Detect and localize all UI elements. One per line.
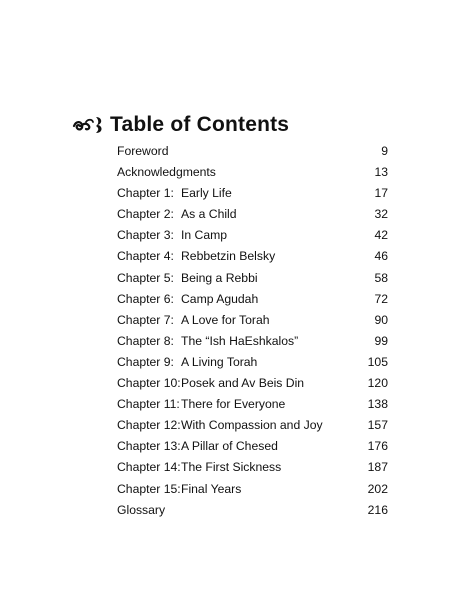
toc-entry xyxy=(117,352,388,373)
chapter-number: Chapter 2: xyxy=(117,207,174,222)
chapter-title: There for Everyone xyxy=(181,397,286,412)
page-number: 17 xyxy=(374,186,388,201)
page-number: 202 xyxy=(367,481,388,496)
toc-entry xyxy=(117,141,388,162)
page-number: 9 xyxy=(381,144,388,158)
chapter-title: A Love for Torah xyxy=(181,312,270,327)
page-number: 58 xyxy=(374,270,388,285)
toc-entry xyxy=(117,457,388,478)
toc-entry xyxy=(117,373,388,394)
toc-entry xyxy=(117,500,388,521)
chapter-title: With Compassion and Joy xyxy=(181,418,323,433)
chapter-title: Rebbetzin Belsky xyxy=(181,249,276,264)
chapter-number: Chapter 7: xyxy=(117,312,174,327)
toc-entry xyxy=(117,436,388,457)
page-number: 46 xyxy=(374,249,388,264)
chapter-title: As a Child xyxy=(181,207,237,222)
page-number: 138 xyxy=(367,397,388,412)
chapter-title: The “Ish HaEshkalos” xyxy=(181,333,299,348)
toc-entry xyxy=(117,225,388,246)
toc-entry xyxy=(117,331,388,352)
page-number: 13 xyxy=(374,165,388,180)
page-number: 157 xyxy=(367,418,388,433)
toc-entry xyxy=(117,415,388,436)
chapter-number: Chapter 8: xyxy=(117,333,174,348)
chapter-number: Chapter 6: xyxy=(117,291,174,306)
chapter-number: Chapter 10: xyxy=(117,376,181,391)
toc-entry xyxy=(117,204,388,225)
chapter-number: Chapter 3: xyxy=(117,228,174,243)
page-number: 105 xyxy=(367,354,388,369)
chapter-title: Foreword xyxy=(117,144,169,158)
page-number: 72 xyxy=(374,291,388,306)
chapter-title: A Pillar of Chesed xyxy=(181,439,278,454)
page-number: 32 xyxy=(374,207,388,222)
chapter-title: Posek and Av Beis Din xyxy=(181,376,305,391)
toc-entry xyxy=(117,289,388,310)
page-number: 187 xyxy=(367,460,388,475)
chapter-number: Chapter 15: xyxy=(117,481,181,496)
chapter-number: Chapter 4: xyxy=(117,249,174,264)
toc-entry xyxy=(117,268,388,289)
chapter-number: Chapter 12: xyxy=(117,418,181,433)
chapter-title: A Living Torah xyxy=(181,354,258,369)
page-number: 216 xyxy=(367,502,388,517)
chapter-title: Acknowledgments xyxy=(117,165,216,180)
page-number: 120 xyxy=(367,376,388,391)
page-number: 99 xyxy=(374,333,388,348)
page-number: 176 xyxy=(367,439,388,454)
chapter-title: Camp Agudah xyxy=(181,291,259,306)
chapter-number: Chapter 5: xyxy=(117,270,174,285)
page-title: Table of Contents xyxy=(110,113,290,136)
chapter-title: Glossary xyxy=(117,502,166,517)
toc-entry xyxy=(117,162,388,183)
flourish-ornament-icon xyxy=(72,114,106,136)
table-of-contents xyxy=(117,141,388,521)
toc-heading xyxy=(72,110,289,140)
chapter-title: Being a Rebbi xyxy=(181,270,258,285)
chapter-number: Chapter 1: xyxy=(117,186,174,201)
toc-entry xyxy=(117,310,388,331)
chapter-title: Early Life xyxy=(181,186,232,201)
chapter-number: Chapter 11: xyxy=(117,397,180,412)
page-number: 90 xyxy=(374,312,388,327)
chapter-number: Chapter 9: xyxy=(117,354,174,369)
page-number: 42 xyxy=(374,228,388,243)
chapter-title: The First Sickness xyxy=(181,460,282,475)
chapter-title: Final Years xyxy=(181,481,242,496)
toc-entry xyxy=(117,479,388,500)
toc-entry xyxy=(117,246,388,267)
chapter-number: Chapter 14: xyxy=(117,460,181,475)
chapter-title: In Camp xyxy=(181,228,228,243)
toc-entry xyxy=(117,183,388,204)
chapter-number: Chapter 13: xyxy=(117,439,181,454)
toc-entry xyxy=(117,394,388,415)
